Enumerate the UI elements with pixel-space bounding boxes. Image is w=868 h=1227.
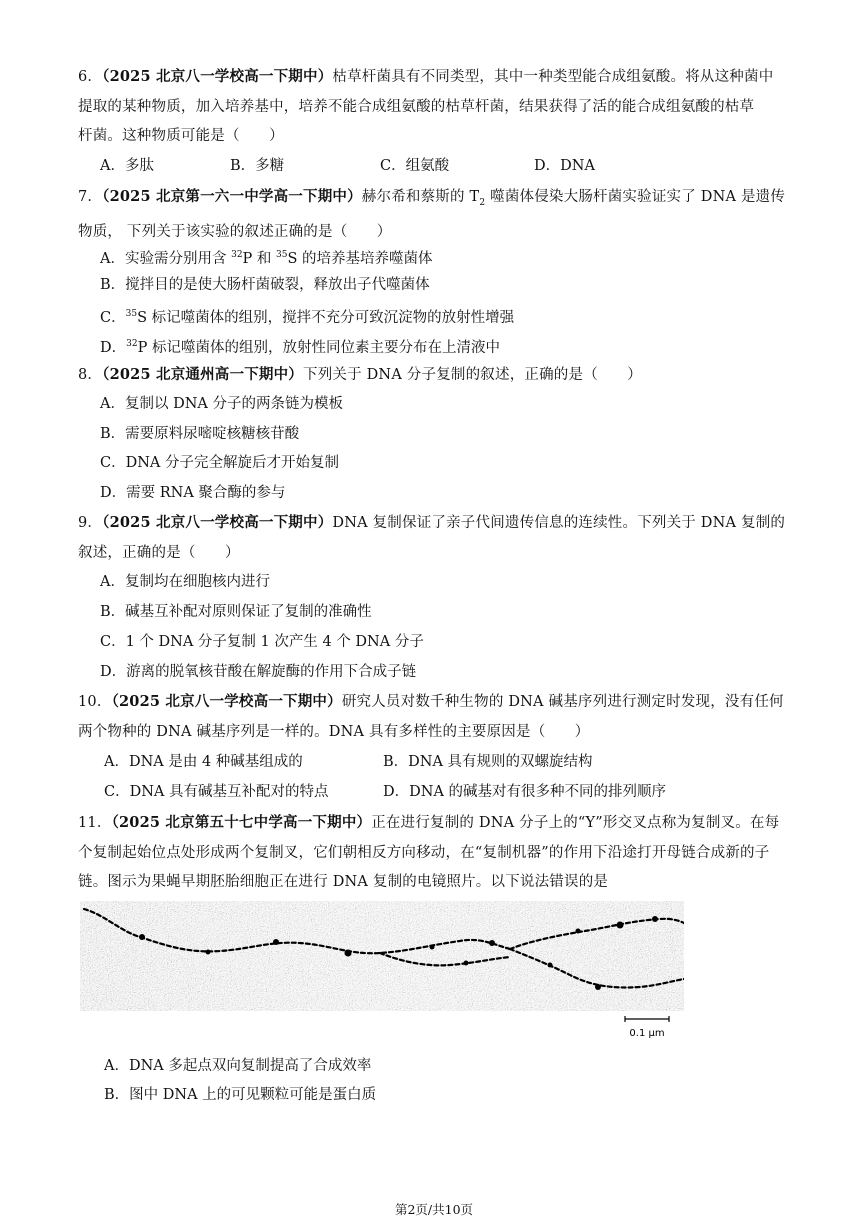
- scale-bar-label: 0.1 μm: [629, 1028, 665, 1039]
- question-text: 噬菌体侵染大肠杆菌实验证实了 DNA 是遗传: [485, 189, 786, 205]
- question-source: （2025 北京第五十七中学高一下期中）: [111, 814, 372, 831]
- question-9-line-2: 叙述，正确的是（ ）: [78, 544, 240, 561]
- question-source: （2025 北京八一学校高一下期中）: [111, 693, 342, 710]
- option-c: C．1 个 DNA 分子复制 1 次产生 4 个 DNA 分子: [100, 634, 424, 650]
- question-source: （2025 北京通州高一下期中）: [102, 366, 303, 383]
- question-text: 枯草杆菌具有不同类型，其中一种类型能合成组氨酸。将从这种菌中: [332, 69, 774, 85]
- option-c: C．组氨酸: [380, 158, 450, 174]
- question-number: 10．: [78, 694, 112, 710]
- option-b: B．需要原料尿嘧啶核糖核苷酸: [100, 426, 300, 442]
- question-10-line-1: [78, 687, 790, 718]
- question-7: [78, 182, 790, 248]
- option-d: D．DNA 的碱基对有很多种不同的排列顺序: [383, 784, 667, 800]
- question-9: [78, 508, 790, 568]
- electron-micrograph-image: [80, 901, 684, 1011]
- option-a: A．复制均在细胞核内进行: [100, 574, 270, 590]
- superscript: 32: [126, 339, 138, 349]
- option-d: [100, 330, 500, 363]
- question-8-line-1: [78, 360, 790, 391]
- question-number: 8．: [78, 367, 103, 383]
- question-text: 研究人员对数千种生物的 DNA 碱基序列进行测定时发现，没有任何: [341, 694, 784, 710]
- option-text: P 标记噬菌体的组别，放射性同位素主要分布在上清液中: [137, 339, 500, 356]
- option-text: C．: [100, 309, 126, 326]
- option-c: [100, 300, 514, 333]
- question-number: 9．: [78, 515, 103, 531]
- question-11: [78, 808, 790, 898]
- scale-bar: [624, 1016, 670, 1040]
- option-b: B．图中 DNA 上的可见颗粒可能是蛋白质: [104, 1087, 377, 1103]
- option-b: B．多糖: [230, 158, 285, 174]
- question-number: 7．: [78, 189, 103, 205]
- question-text: 赫尔希和蔡斯的 T: [361, 189, 480, 205]
- question-7-line-2: 物质， 下列关于该实验的叙述正确的是（ ）: [78, 224, 392, 241]
- question-10-line-2: 两个物种的 DNA 碱基序列是一样的。DNA 具有多样性的主要原因是（ ）: [78, 723, 590, 740]
- question-6: [78, 62, 790, 152]
- question-source: （2025 北京第一六一中学高一下期中）: [102, 188, 362, 205]
- option-text: A．实验需分别用含: [100, 250, 232, 267]
- option-text: S 的培养基培养噬菌体: [287, 250, 433, 267]
- option-a: A．复制以 DNA 分子的两条链为模板: [100, 396, 343, 412]
- question-11-line-3: 链。图示为果蝇早期胚胎细胞正在进行 DNA 复制的电镜照片。以下说法错误的是: [78, 874, 609, 890]
- question-source: （2025 北京八一学校高一下期中）: [102, 514, 333, 531]
- option-text: S 标记噬菌体的组别，搅拌不充分可致沉淀物的放射性增强: [137, 309, 515, 326]
- option-a: A．多肽: [100, 158, 154, 174]
- option-b: B．搅拌目的是使大肠杆菌破裂，释放出子代噬菌体: [100, 277, 430, 293]
- option-d: D．游离的脱氧核苷酸在解旋酶的作用下合成子链: [100, 664, 417, 680]
- question-text: 正在进行复制的 DNA 分子上的“Y”形交叉点称为复制叉。在每: [371, 815, 780, 831]
- option-a: A．DNA 是由 4 种碱基组成的: [104, 754, 303, 770]
- question-source: （2025 北京八一学校高一下期中）: [102, 68, 333, 85]
- question-9-line-1: [78, 508, 790, 539]
- superscript: 35: [125, 309, 138, 319]
- option-text: D．: [100, 339, 127, 356]
- subscript: 2: [479, 197, 486, 208]
- question-6-line-2: 提取的某种物质，加入培养基中，培养不能合成组氨酸的枯草杆菌，结果获得了活的能合成组氨酸的枯草: [78, 98, 755, 115]
- option-text: P 和: [242, 250, 277, 267]
- question-number: 11．: [78, 815, 112, 831]
- question-text: 下列关于 DNA 分子复制的叙述，正确的是（ ）: [303, 367, 643, 383]
- question-text: DNA 复制保证了亲子代间遗传信息的连续性。下列关于 DNA 复制的: [332, 515, 786, 531]
- question-8: [78, 360, 790, 391]
- option-c: C．DNA 分子完全解旋后才开始复制: [100, 455, 339, 471]
- superscript: 32: [231, 250, 243, 260]
- option-b: B．碱基互补配对原则保证了复制的准确性: [100, 604, 372, 620]
- question-6-line-1: [78, 62, 790, 93]
- option-a: A．DNA 多起点双向复制提高了合成效率: [104, 1058, 372, 1074]
- question-number: 6．: [78, 69, 103, 85]
- option-d: D．需要 RNA 聚合酶的参与: [100, 485, 286, 501]
- option-a: [100, 241, 433, 274]
- question-11-line-1: [78, 808, 790, 839]
- question-7-line-1: [78, 182, 790, 218]
- option-c: C．DNA 具有碱基互补配对的特点: [104, 784, 329, 800]
- option-b: B．DNA 具有规则的双螺旋结构: [383, 754, 593, 770]
- question-10: [78, 687, 790, 747]
- page-footer: 第2页/共10页: [394, 1202, 474, 1217]
- question-11-line-2: 个复制起始位点处形成两个复制叉，它们朝相反方向移动，在“复制机器”的作用下沿途打开母链合成新的子: [78, 844, 770, 861]
- option-d: D．DNA: [534, 158, 595, 174]
- superscript: 35: [276, 250, 288, 260]
- question-6-line-3: 杆菌。这种物质可能是（ ）: [78, 128, 284, 144]
